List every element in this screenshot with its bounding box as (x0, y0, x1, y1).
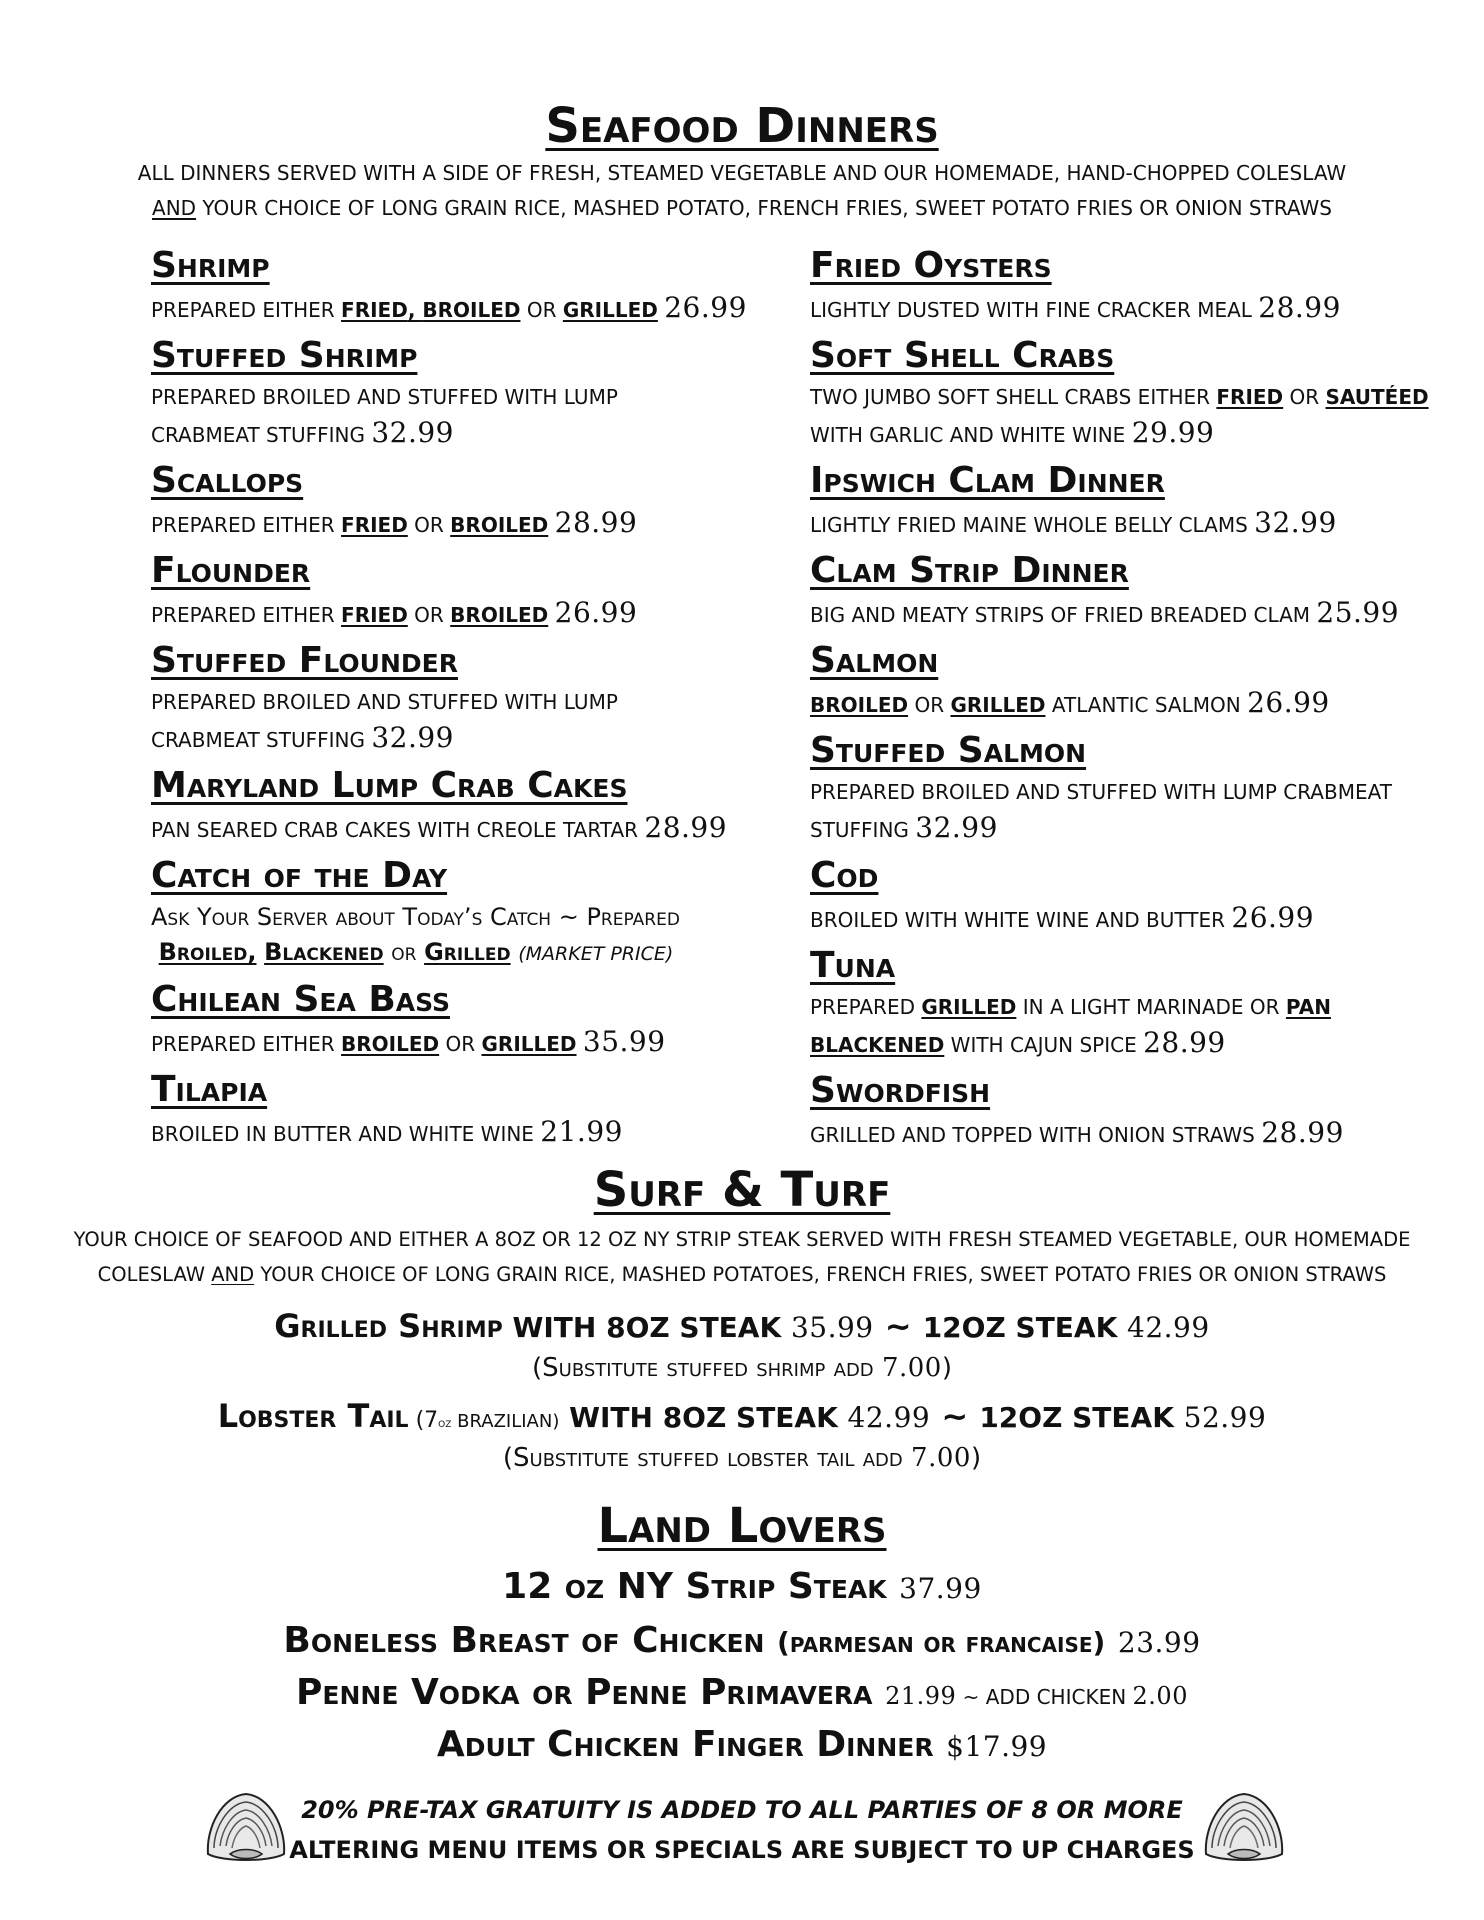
surf-shrimp-substitute: (Substitute stuffed shrimp add 7.00) (532, 1353, 952, 1383)
item-price: 28.99 (554, 506, 638, 539)
item-name: Adult Chicken Finger Dinner (436, 1724, 947, 1765)
surf-turf-title: Surf & Turf (593, 1162, 891, 1218)
clam-shell-icon (200, 1788, 292, 1866)
menu-item-sea-bass (151, 976, 751, 1062)
item-name: Boneless Breast of Chicken (283, 1620, 778, 1661)
item-name: Chilean Sea Bass (151, 979, 451, 1020)
seafood-intro-line1: ALL DINNERS SERVED WITH A SIDE OF FRESH, STEAMED VEGETABLE AND OUR HOMEMADE, HAND-CHOPPED COLESLAW (137, 161, 1347, 185)
item-name: Flounder (151, 550, 311, 591)
item-name: Soft Shell Crabs (810, 335, 1115, 376)
land-penne: Penne Vodka or Penne Primavera 21.99 ~ ADD CHICKEN 2.00 (296, 1672, 1188, 1713)
item-price: $17.99 (946, 1730, 1048, 1763)
item-price: 26.99 (1247, 686, 1330, 719)
item-price: 28.99 (1143, 1026, 1226, 1059)
item-price: 28.99 (1261, 1116, 1344, 1149)
item-name: Fried Oysters (810, 245, 1052, 286)
item-price: 28.99 (1258, 291, 1341, 324)
item-price: 21.99 (885, 1682, 957, 1710)
seafood-intro (0, 156, 1484, 226)
item-price: 32.99 (1254, 506, 1337, 539)
item-price: 35.99 (790, 1311, 874, 1344)
item-price: 26.99 (554, 596, 638, 629)
menu-item-clam-strip (810, 547, 1450, 633)
item-desc: BROILED OR GRILLED ATLANTIC SALMON 26.99 (810, 686, 1330, 719)
item-price: 21.99 (540, 1115, 623, 1148)
item-name: Ipswich Clam Dinner (810, 460, 1165, 501)
item-price: 23.99 (1117, 1626, 1201, 1659)
item-desc: PREPARED BROILED AND STUFFED WITH LUMP CRABMEAT STUFFING 32.99 (151, 385, 618, 449)
item-price: 28.99 (644, 811, 728, 844)
item-desc: PREPARED BROILED AND STUFFED WITH LUMP CRABMEAT STUFFING 32.99 (151, 690, 618, 754)
clam-shell-icon (1198, 1788, 1290, 1866)
surf-intro-line2: COLESLAW AND YOUR CHOICE OF LONG GRAIN RICE, MASHED POTATOES, FRENCH FRIES, SWEET POTATO FRIES OR ONION STRAWS (97, 1263, 1387, 1286)
menu-item-crab-cakes (151, 762, 751, 848)
menu-item-fried-oysters (810, 242, 1450, 328)
market-price: (MARKET PRICE) (518, 943, 674, 965)
seafood-intro-line2 (0, 191, 1484, 226)
item-name: Penne Vodka or Penne Primavera (296, 1672, 886, 1713)
menu-item-catch-of-the-day (151, 852, 751, 972)
menu-item-stuffed-flounder (151, 637, 751, 758)
surf-intro-line1: YOUR CHOICE OF SEAFOOD AND EITHER A 8OZ OR 12 OZ NY STRIP STEAK SERVED WITH FRESH STEAMED VEGETABLE, OUR HOMEMADE (73, 1228, 1411, 1251)
item-name: Salmon (810, 640, 939, 681)
item-desc: PREPARED EITHER FRIED, BROILED OR GRILLED 26.99 (151, 291, 747, 324)
item-name: Clam Strip Dinner (810, 550, 1129, 591)
menu-item-tuna (810, 942, 1450, 1063)
gratuity-note: 20% PRE-TAX GRATUITY IS ADDED TO ALL PARTIES OF 8 OR MORE (301, 1796, 1183, 1824)
altering-note: ALTERING MENU ITEMS OR SPECIALS ARE SUBJECT TO UP CHARGES (289, 1836, 1195, 1864)
menu-item-salmon (810, 637, 1450, 723)
item-desc: Ask Your Server about Today’s Catch ~ Prepared Broiled, Blackened or Grilled (MARKET PRICE) (151, 903, 680, 966)
item-name: Stuffed Shrimp (151, 335, 418, 376)
item-desc: PAN SEARED CRAB CAKES WITH CREOLE TARTAR 28.99 (151, 811, 728, 844)
menu-item-stuffed-salmon (810, 727, 1450, 848)
seafood-right-column (810, 242, 1450, 1157)
menu-item-tilapia (151, 1066, 751, 1152)
item-price: 29.99 (1131, 416, 1215, 449)
item-price: 32.99 (915, 811, 998, 844)
intro-and: AND (152, 196, 197, 220)
seafood-title: Seafood Dinners (545, 98, 939, 154)
item-name: Tilapia (151, 1069, 268, 1110)
item-desc: TWO JUMBO SOFT SHELL CRABS EITHER FRIED OR SAUTÉED WITH GARLIC AND WHITE WINE 29.99 (810, 385, 1429, 449)
menu-item-swordfish (810, 1067, 1450, 1153)
item-price: 52.99 (1183, 1401, 1267, 1434)
item-desc: BROILED WITH WHITE WINE AND BUTTER 26.99 (810, 901, 1315, 934)
menu-item-ipswich-clam (810, 457, 1450, 543)
item-price: 42.99 (847, 1401, 931, 1434)
seafood-left-column (151, 242, 751, 1156)
item-name: Grilled Shrimp (274, 1307, 503, 1345)
item-name: Maryland Lump Crab Cakes (151, 765, 628, 806)
menu-item-stuffed-shrimp (151, 332, 751, 453)
surf-turf-intro (0, 1222, 1484, 1292)
land-chicken-fingers (0, 1720, 1484, 1772)
item-price: 32.99 (371, 721, 454, 754)
intro-rest: YOUR CHOICE OF LONG GRAIN RICE, MASHED POTATO, FRENCH FRIES, SWEET POTATO FRIES OR ONION STRAWS (196, 196, 1332, 220)
item-price: 26.99 (1231, 901, 1315, 934)
item-name: Lobster Tail (217, 1397, 409, 1435)
item-name: Cod (810, 855, 879, 896)
menu-item-shrimp (151, 242, 751, 328)
item-name: Shrimp (151, 245, 270, 286)
item-price: 35.99 (582, 1025, 666, 1058)
land-chicken-breast: Boneless Breast of Chicken (parmesan or francaise) 23.99 (283, 1620, 1201, 1661)
menu-item-cod (810, 852, 1450, 938)
item-name: Stuffed Salmon (810, 730, 1087, 771)
item-desc: PREPARED EITHER FRIED OR BROILED 26.99 (151, 596, 638, 629)
item-desc: LIGHTLY FRIED MAINE WHOLE BELLY CLAMS 32.99 (810, 506, 1337, 539)
item-desc: PREPARED BROILED AND STUFFED WITH LUMP CRABMEAT STUFFING 32.99 (810, 780, 1392, 844)
menu-item-flounder (151, 547, 751, 633)
item-name: 12 oz NY Strip Steak (502, 1566, 900, 1607)
item-desc: GRILLED AND TOPPED WITH ONION STRAWS 28.99 (810, 1116, 1344, 1149)
item-price: 32.99 (371, 416, 454, 449)
item-name: Catch of the Day (151, 855, 448, 896)
item-price: 25.99 (1316, 596, 1400, 629)
menu-item-soft-shell-crabs (810, 332, 1450, 453)
item-name: Tuna (810, 945, 896, 986)
item-desc: PREPARED GRILLED IN A LIGHT MARINADE OR PAN BLACKENED WITH CAJUN SPICE 28.99 (810, 995, 1331, 1059)
land-lovers-title: Land Lovers (597, 1498, 887, 1554)
item-price: 37.99 (899, 1572, 982, 1605)
item-desc: BROILED IN BUTTER AND WHITE WINE 21.99 (151, 1115, 623, 1148)
menu-item-scallops (151, 457, 751, 543)
surf-lobster-tail: Lobster Tail (7oz BRAZILIAN) WITH 8OZ STEAK 42.99 ~ 12OZ STEAK 52.99 (217, 1397, 1267, 1435)
land-strip-steak (0, 1562, 1484, 1614)
item-price: 42.99 (1127, 1311, 1210, 1344)
item-name: Swordfish (810, 1070, 991, 1111)
surf-grilled-shrimp: Grilled Shrimp WITH 8OZ STEAK 35.99 ~ 12OZ STEAK 42.99 (274, 1307, 1210, 1345)
item-desc: PREPARED EITHER FRIED OR BROILED 28.99 (151, 506, 638, 539)
item-price: 26.99 (664, 291, 747, 324)
surf-lobster-substitute: (Substitute stuffed lobster tail add 7.00) (502, 1443, 982, 1473)
item-desc: BIG AND MEATY STRIPS OF FRIED BREADED CLAM 25.99 (810, 596, 1400, 629)
item-desc: PREPARED EITHER BROILED OR GRILLED 35.99 (151, 1025, 666, 1058)
item-desc: LIGHTLY DUSTED WITH FINE CRACKER MEAL 28.99 (810, 291, 1341, 324)
item-name: Stuffed Flounder (151, 640, 458, 681)
item-name: Scallops (151, 460, 304, 501)
